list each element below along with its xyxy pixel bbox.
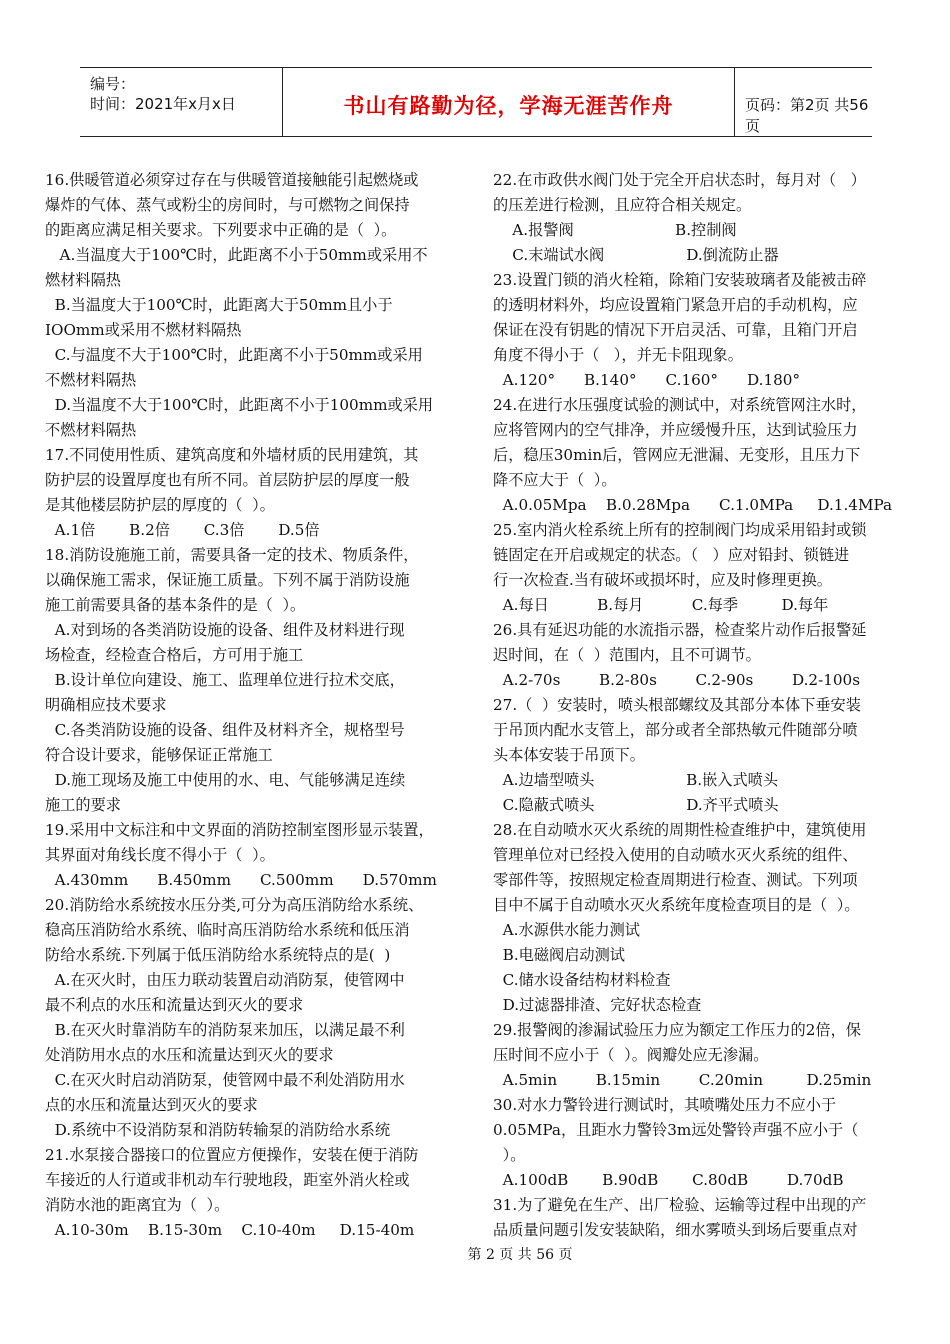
text-line: 行一次检查.当有破坏或损坏时，应及时修理更换。 — [493, 571, 832, 589]
text-line: 于吊顶内配水支管上，部分或者全部热敏元件随部分喷 — [493, 721, 858, 739]
text-line: 零部件等，按照规定检查周期进行检查、测试。下列项 — [493, 871, 858, 889]
text-line: 24.在进行水压强度试验的测试中，对系统管网注水时， — [493, 396, 867, 414]
text-line: IOOmm或采用不燃材料隔热 — [45, 321, 242, 339]
text-line: 16.供暖管道必须穿过存在与供暖管道接触能引起燃烧或 — [45, 171, 419, 189]
text-line: A.5min B.15min C.20min D.25min — [493, 1071, 872, 1089]
text-line: 链固定在开启或规定的状态。（ ）应对铅封、锁链进 — [493, 546, 850, 564]
page-footer: 第 2 页 共 56 页 — [467, 1247, 573, 1263]
text-line: A.100dB B.90dB C.80dB D.70dB — [493, 1171, 844, 1189]
text-line: D.系统中不设消防泵和消防转输泵的消防给水系统 — [45, 1121, 391, 1139]
text-line: 降不应大于（ ）。 — [493, 471, 617, 489]
text-line: 消防水池的距离宜为（ ）。 — [45, 1196, 230, 1214]
text-line: B.电磁阀启动测试 — [493, 946, 625, 964]
text-line: 26.具有延迟功能的水流指示器，检查桨片动作后报警延 — [493, 621, 867, 639]
text-line: A.当温度大于100℃时，此距离不小于50mm或采用不 — [45, 246, 428, 264]
text-line: 18.消防设施施工前，需要具备一定的技术、物质条件， — [45, 546, 419, 564]
text-line: 30.对水力警铃进行测试时，其喷嘴处压力不应小于 — [493, 1096, 837, 1114]
text-line: 的距离应满足相关要求。下列要求中正确的是（ ）。 — [45, 221, 397, 239]
text-line: 20.消防给水系统按水压分类,可分为高压消防给水系统、 — [45, 896, 424, 914]
text-line: 施工前需要具备的基本条件的是（ ）。 — [45, 596, 306, 614]
text-line: A.1倍 B.2倍 C.3倍 D.5倍 — [45, 521, 320, 539]
left-column — [45, 168, 460, 1243]
text-line: 管理单位对已经投入使用的自动喷水灭火系统的组件、 — [493, 846, 858, 864]
header-motto-cell — [282, 68, 735, 136]
text-line: A.0.05Mpa B.0.28Mpa C.1.0MPa D.1.4MPa — [493, 496, 893, 514]
text-line: A.10-30m B.15-30m C.10-40m D.15-40m — [45, 1221, 415, 1239]
page-header — [80, 67, 872, 137]
text-line: 应将管网内的空气排净，并应缓慢升压，达到试验压力 — [493, 421, 858, 439]
text-line: A.在灭火时，由压力联动装置启动消防泵，使管网中 — [45, 971, 405, 989]
text-line: 燃材料隔热 — [45, 271, 121, 289]
text-line: 头本体安装于吊顶下。 — [493, 746, 645, 764]
text-line: 不燃材料隔热 — [45, 421, 137, 439]
text-line: B.当温度大于100℃时，此距离大于50mm且小于 — [45, 296, 393, 314]
text-line: 品质量问题引发安装缺陷，细水雾喷头到场后要重点对 — [493, 1221, 858, 1239]
text-line: 符合设计要求，能够保证正常施工 — [45, 746, 273, 764]
text-line: A.水源供水能力测试 — [493, 921, 640, 939]
text-line: A.430mm B.450mm C.500mm D.570mm — [45, 871, 437, 889]
text-line: 22.在市政供水阀门处于完全开启状态时，每月对（ ） — [493, 171, 866, 189]
text-line: 以确保施工需求，保证施工质量。下列不属于消防设施 — [45, 571, 410, 589]
text-line: C.储水设备结构材料检查 — [493, 971, 671, 989]
text-line: 点的水压和流量达到灭火的要求 — [45, 1096, 258, 1114]
text-line: 爆炸的气体、蒸气或粉尘的房间时，与可燃物之间保持 — [45, 196, 410, 214]
number-label: 编号： — [90, 75, 136, 93]
text-line: 保证在没有钥匙的情况下开启灵活、可靠，且箱门开启 — [493, 321, 858, 339]
text-line: C.与温度不大于100℃时，此距离不小于50mm或采用 — [45, 346, 423, 364]
text-line: A.对到场的各类消防设施的设备、组件及材料进行现 — [45, 621, 405, 639]
text-line: D.当温度不大于100℃时，此距离不小于100mm或采用 — [45, 396, 434, 414]
text-line: 处消防用水点的水压和流量达到灭火的要求 — [45, 1046, 334, 1064]
text-line: 明确相应技术要求 — [45, 696, 167, 714]
text-line: B.在灭火时靠消防车的消防泵来加压，以满足最不利 — [45, 1021, 405, 1039]
text-line: A.边墙型喷头 B.嵌入式喷头 — [493, 771, 779, 789]
text-line: 稳高压消防给水系统、临时高压消防给水系统和低压消 — [45, 921, 410, 939]
text-line: D.施工现场及施工中使用的水、电、气能够满足连续 — [45, 771, 406, 789]
text-line: 0.05MPa，且距水力警铃3m远处警铃声强不应小于（ — [493, 1121, 859, 1139]
text-line: A.报警阀 B.控制阀 — [493, 221, 737, 239]
text-line: 的透明材料外，均应设置箱门紧急开启的手动机构，应 — [493, 296, 858, 314]
page-label: 页码：第2页 共56页 — [745, 96, 869, 135]
header-meta — [80, 68, 282, 136]
right-column — [493, 168, 905, 1243]
text-line: D.过滤器排渣、完好状态检查 — [493, 996, 702, 1014]
text-line: ）。 — [493, 1146, 526, 1164]
text-line: 防护层的设置厚度也有所不同。首层防护层的厚度一般 — [45, 471, 410, 489]
text-line: 的压差进行检测，且应符合相关规定。 — [493, 196, 752, 214]
text-line: C.在灭火时启动消防泵，使管网中最不利处消防用水 — [45, 1071, 405, 1089]
text-line: 迟时间，在（ ）范围内，且不可调节。 — [493, 646, 761, 664]
text-line: A.每日 B.每月 C.每季 D.每年 — [493, 596, 829, 614]
text-line: 19.采用中文标注和中文界面的消防控制室图形显示装置， — [45, 821, 434, 839]
text-line: 25.室内消火栓系统上所有的控制阀门均成采用铅封或锁 — [493, 521, 867, 539]
text-line: 目中不属于自动喷水灭火系统年度检查项目的是（ ）。 — [493, 896, 860, 914]
text-line: 场检查，经检查合格后，方可用于施工 — [45, 646, 304, 664]
text-line: 施工的要求 — [45, 796, 121, 814]
text-line: C.末端试水阀 D.倒流防止器 — [493, 246, 779, 264]
text-line: 压时间不应小于（ ）。阀瓣处应无渗漏。 — [493, 1046, 769, 1064]
text-line: C.隐蔽式喷头 D.齐平式喷头 — [493, 796, 779, 814]
text-line: 28.在自动喷水灭火系统的周期性检查维护中，建筑使用 — [493, 821, 867, 839]
text-line: 后，稳压30min后，管网应无泄漏、无变形，且压力下 — [493, 446, 861, 464]
text-line: 17.不同使用性质、建筑高度和外墙材质的民用建筑，其 — [45, 446, 419, 464]
motto: 书山有路勤为径，学海无涯苦作舟 — [343, 94, 674, 118]
header-page-cell — [735, 68, 872, 136]
text-line: C.各类消防设施的设备、组件及材料齐全，规格型号 — [45, 721, 405, 739]
text-line: 27.（ ）安装时，喷头根部螺纹及其部分本体下垂安装 — [493, 696, 861, 714]
text-line: 车接近的人行道或非机动车行驶地段，距室外消火栓或 — [45, 1171, 410, 1189]
text-line: 23.设置门锁的消火栓箱，除箱门安装玻璃者及能被击碎 — [493, 271, 867, 289]
text-line: A.2-70s B.2-80s C.2-90s D.2-100s — [493, 671, 860, 689]
text-line: 其界面对角线长度不得小于（ ）。 — [45, 846, 275, 864]
text-line: B.设计单位向建设、施工、监理单位进行拉术交底， — [45, 671, 405, 689]
text-line: 21.水泵接合器接口的位置应方便操作，安装在便于消防 — [45, 1146, 419, 1164]
text-line: 31.为了避免在生产、出厂检验、运输等过程中出现的产 — [493, 1196, 867, 1214]
text-line: A.120° B.140° C.160° D.180° — [493, 371, 801, 389]
time-label: 时间：2021年x月x日 — [90, 95, 236, 113]
text-line: 最不利点的水压和流量达到灭火的要求 — [45, 996, 304, 1014]
text-line: 是其他楼层防护层的厚度的（ ）。 — [45, 496, 275, 514]
text-line: 不燃材料隔热 — [45, 371, 137, 389]
text-line: 角度不得小于（ ），并无卡阻现象。 — [493, 346, 743, 364]
text-line: 29.报警阀的渗漏试验压力应为额定工作压力的2倍，保 — [493, 1021, 861, 1039]
text-line: 防给水系统.下列属于低压消防给水系统特点的是( ) — [45, 946, 391, 964]
